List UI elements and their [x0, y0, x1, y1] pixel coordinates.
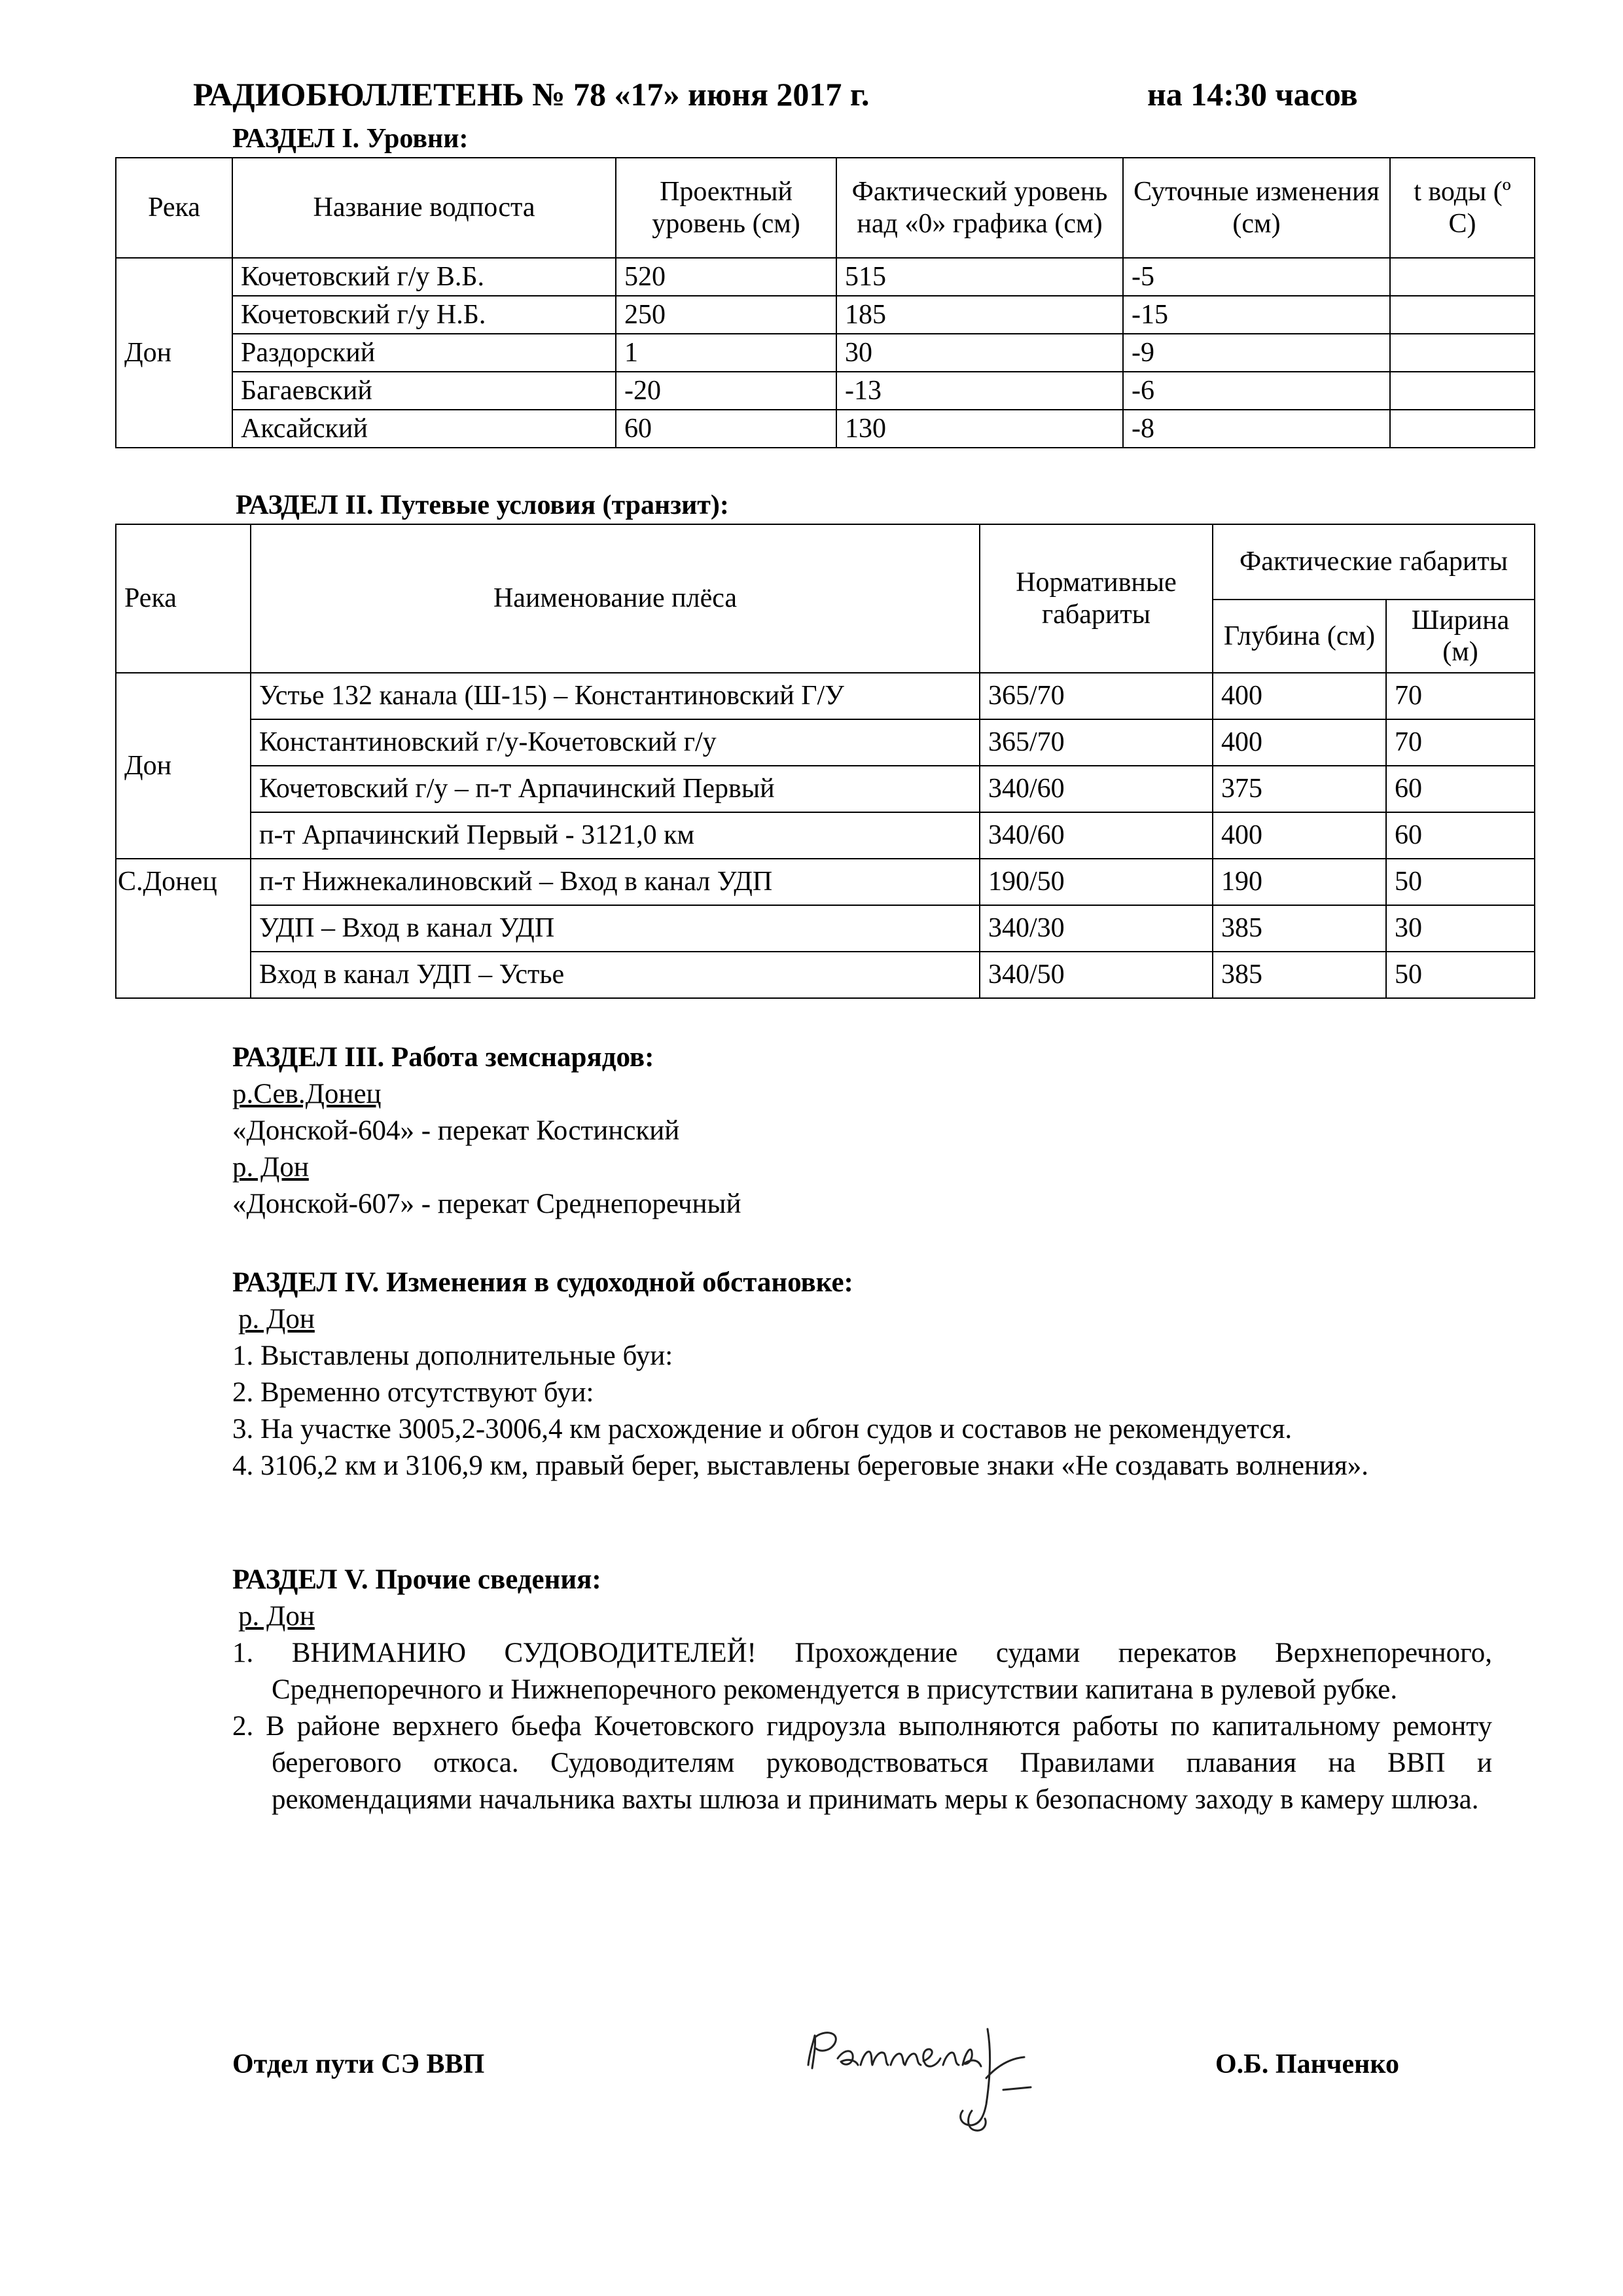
reach-cell: Константиновский г/у-Кочетовский г/у [251, 719, 980, 766]
col-actual-dimensions: Фактические габариты [1213, 524, 1535, 600]
temp-cell [1390, 410, 1535, 448]
project-cell: 60 [616, 410, 836, 448]
table-row [116, 766, 1535, 812]
table-row [116, 812, 1535, 859]
actual-cell: 130 [836, 410, 1123, 448]
table-row [116, 258, 1535, 296]
section2-heading: РАЗДЕЛ II. Путевые условия (транзит): [236, 490, 729, 520]
col-river: Река [116, 158, 232, 258]
actual-cell: -13 [836, 372, 1123, 410]
normative-cell: 340/50 [980, 952, 1213, 998]
col-normative: Нормативные габариты [980, 524, 1213, 673]
table-row [116, 859, 1535, 905]
levels-header-row [116, 158, 1535, 258]
list-item: 2. В районе верхнего бьефа Кочетовского гидроузла выполняются работы по капитальному ремонту берегового откоса. Судоводителям руководствоваться Правилами плавания на ВВП и рекомендациями начальника вахты шлюза и принимать меры к безопасному заходу в камеру шлюза. [232, 1711, 1492, 1815]
col-water-temp: t воды (º С) [1390, 158, 1535, 258]
actual-cell: 515 [836, 258, 1123, 296]
list-item: 3. На участке 3005,2-3006,4 км расхождение и обгон судов и составов не рекомендуется. [232, 1414, 1293, 1444]
temp-cell [1390, 372, 1535, 410]
table-row [116, 905, 1535, 952]
post-cell: Багаевский [232, 372, 616, 410]
col-actual-level: Фактический уровень над «0» графика (см) [836, 158, 1123, 258]
width-cell: 50 [1386, 859, 1535, 905]
reach-cell: Устье 132 канала (Ш-15) – Константиновский Г/У [251, 673, 980, 719]
handwritten-signature [795, 2013, 1070, 2144]
post-cell: Раздорский [232, 334, 616, 372]
temp-cell [1390, 258, 1535, 296]
route-conditions-table [115, 524, 1535, 999]
list-item: 2. Временно отсутствуют буи: [232, 1377, 594, 1408]
depth-cell: 190 [1213, 859, 1386, 905]
post-cell: Кочетовский г/у Н.Б. [232, 296, 616, 334]
reach-cell: п-т Нижнекалиновский – Вход в канал УДП [251, 859, 980, 905]
change-cell: -8 [1123, 410, 1390, 448]
col-post-name: Название водпоста [232, 158, 616, 258]
table-row [116, 372, 1535, 410]
list-item: 4. 3106,2 км и 3106,9 км, правый берег, выставлены береговые знаки «Не создавать волнения». [232, 1450, 1369, 1481]
river-cell: С.Донец [116, 859, 251, 998]
col-river: Река [116, 524, 251, 673]
section5 [232, 1562, 1492, 1818]
width-cell: 50 [1386, 952, 1535, 998]
table-row [116, 673, 1535, 719]
reach-cell: Вход в канал УДП – Устье [251, 952, 980, 998]
width-cell: 70 [1386, 719, 1535, 766]
actual-cell: 30 [836, 334, 1123, 372]
list-item: «Донской-607» - перекат Среднепоречный [232, 1189, 741, 1219]
depth-cell: 400 [1213, 673, 1386, 719]
table-row [116, 719, 1535, 766]
section4-heading: РАЗДЕЛ IV. Изменения в судоходной обстановке: [232, 1267, 853, 1298]
list-item: 1. ВНИМАНИЮ СУДОВОДИТЕЛЕЙ! Прохождение судами перекатов Верхнепоречного, Среднепоречного и Нижнепоречного рекомендуется в присутствии капитана в рулевой рубке. [232, 1638, 1492, 1705]
normative-cell: 340/60 [980, 766, 1213, 812]
reach-cell: п-т Арпачинский Первый - 3121,0 км [251, 812, 980, 859]
bulletin-title: РАДИОБЮЛЛЕТЕНЬ № 78 «17» июня 2017 г. [193, 76, 870, 113]
project-cell: 520 [616, 258, 836, 296]
project-cell: 250 [616, 296, 836, 334]
normative-cell: 340/30 [980, 905, 1213, 952]
table-row [116, 296, 1535, 334]
section5-river: р. Дон [238, 1601, 315, 1632]
width-cell: 60 [1386, 766, 1535, 812]
document-title [193, 75, 1436, 128]
change-cell: -15 [1123, 296, 1390, 334]
change-cell: -6 [1123, 372, 1390, 410]
col-project-level: Проектный уровень (см) [616, 158, 836, 258]
col-width: Ширина (м) [1386, 600, 1535, 673]
section1-heading: РАЗДЕЛ I. Уровни: [232, 124, 469, 154]
section4 [232, 1265, 1492, 1484]
table-row [116, 952, 1535, 998]
normative-cell: 365/70 [980, 673, 1213, 719]
actual-cell: 185 [836, 296, 1123, 334]
change-cell: -9 [1123, 334, 1390, 372]
col-reach-name: Наименование плёса [251, 524, 980, 673]
section3-river2: р. Дон [232, 1152, 309, 1183]
levels-table [115, 157, 1535, 448]
section3 [232, 1039, 1508, 1223]
width-cell: 70 [1386, 673, 1535, 719]
bulletin-time: на 14:30 часов [1147, 76, 1358, 113]
col-depth: Глубина (см) [1213, 600, 1386, 673]
project-cell: -20 [616, 372, 836, 410]
width-cell: 30 [1386, 905, 1535, 952]
depth-cell: 375 [1213, 766, 1386, 812]
post-cell: Аксайский [232, 410, 616, 448]
change-cell: -5 [1123, 258, 1390, 296]
col-daily-change: Суточные изменения (см) [1123, 158, 1390, 258]
river-cell: Дон [116, 258, 232, 448]
reach-cell: Кочетовский г/у – п-т Арпачинский Первый [251, 766, 980, 812]
route-header-row [116, 524, 1535, 600]
temp-cell [1390, 334, 1535, 372]
post-cell: Кочетовский г/у В.Б. [232, 258, 616, 296]
footer-name: О.Б. Панченко [1215, 2049, 1399, 2079]
list-item: 1. Выставлены дополнительные буи: [232, 1340, 673, 1371]
reach-cell: УДП – Вход в канал УДП [251, 905, 980, 952]
section5-heading: РАЗДЕЛ V. Прочие сведения: [232, 1564, 601, 1595]
depth-cell: 400 [1213, 812, 1386, 859]
table-row [116, 334, 1535, 372]
temp-cell [1390, 296, 1535, 334]
depth-cell: 400 [1213, 719, 1386, 766]
river-cell: Дон [116, 673, 251, 859]
project-cell: 1 [616, 334, 836, 372]
normative-cell: 190/50 [980, 859, 1213, 905]
depth-cell: 385 [1213, 905, 1386, 952]
section3-heading: РАЗДЕЛ III. Работа земснарядов: [232, 1042, 654, 1073]
normative-cell: 340/60 [980, 812, 1213, 859]
table-row [116, 410, 1535, 448]
list-item: «Донской-604» - перекат Костинский [232, 1115, 680, 1146]
section4-river: р. Дон [238, 1304, 315, 1335]
footer-department: Отдел пути СЭ ВВП [232, 2049, 485, 2079]
section3-river1: р.Сев.Донец [232, 1079, 382, 1109]
width-cell: 60 [1386, 812, 1535, 859]
depth-cell: 385 [1213, 952, 1386, 998]
normative-cell: 365/70 [980, 719, 1213, 766]
